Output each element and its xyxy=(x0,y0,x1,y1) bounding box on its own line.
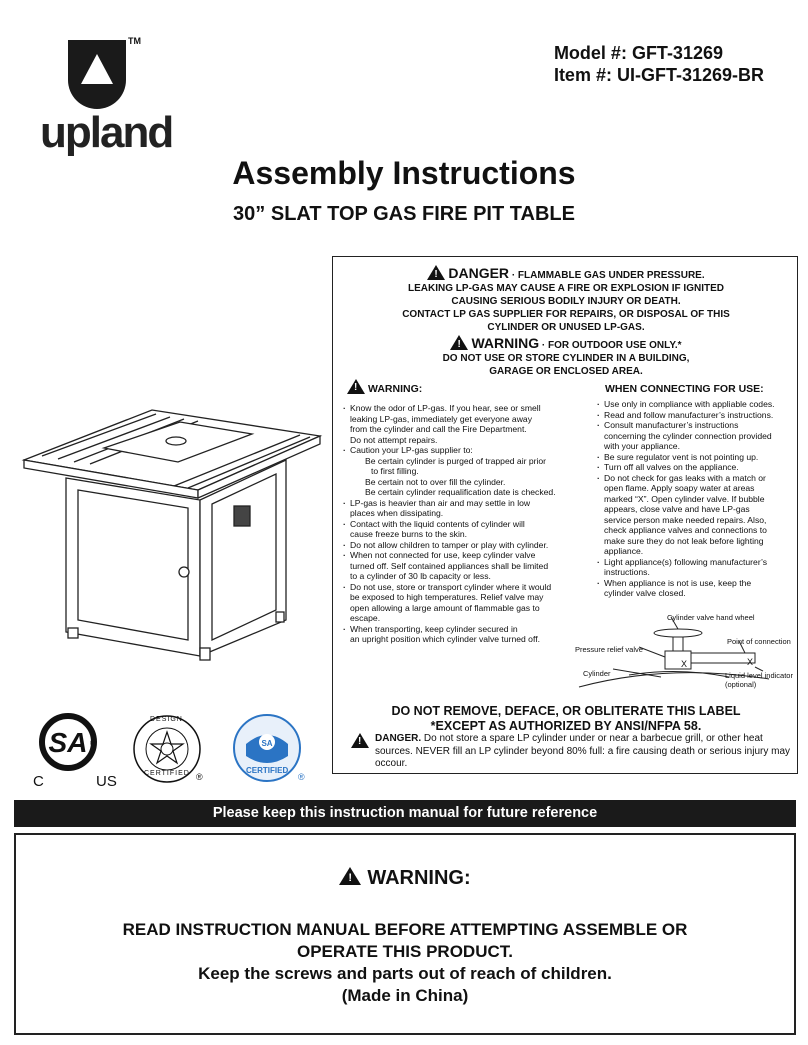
design-seal-bottom-text: CERTIFIED xyxy=(144,770,190,777)
list-item: Do not attempt repairs. xyxy=(350,434,438,445)
list-item: · Consult manufacturer’s instructions xyxy=(597,420,797,431)
warning-line: GARAGE OR ENCLOSED AREA. xyxy=(489,366,643,377)
list-item: · When not connected for use, keep cylinder valve xyxy=(343,550,593,561)
list-item: instructions. xyxy=(604,567,650,577)
list-item: · Do not use, store or transport cylinder where it would xyxy=(343,582,593,593)
list-item: service person make needed repairs. Also, xyxy=(604,514,767,525)
warning-triangle-icon xyxy=(347,379,365,394)
warning-box-line: (Made in China) xyxy=(341,986,469,1005)
warning-triangle-icon xyxy=(450,335,468,350)
warning-box-title-text: WARNING: xyxy=(367,867,471,889)
warning-box-title xyxy=(16,867,794,890)
csa-us-mark: US xyxy=(96,773,117,790)
footer-danger-text: Do not store a spare LP cylinder under or near a barbecue grill, or other heat sources. NEVER fill an LP cylinder beyond 80% full: a fire causing death or serious injury may occour. xyxy=(375,733,791,769)
registered-mark: ® xyxy=(90,738,97,748)
list-item: from the cylinder and call the Fire Department. xyxy=(350,424,527,434)
danger-line: CAUSING SERIOUS BODILY INJURY OR DEATH. xyxy=(451,296,681,307)
list-item: turned off. Self contained appliances shall be limited xyxy=(350,560,549,571)
danger-heading: DANGER xyxy=(448,265,510,281)
list-item: be exposed to high temperatures. Relief valve may xyxy=(350,592,544,602)
list-item: places when dissipating. xyxy=(350,508,444,518)
product-subtitle: 30” SLAT TOP GAS FIRE PIT TABLE xyxy=(233,203,575,225)
label-footer-line-1: DO NOT REMOVE, DEFACE, OR OBLITERATE THIS LABEL xyxy=(391,704,741,718)
warning-section xyxy=(333,335,799,378)
blue-seal-text: CERTIFIED xyxy=(246,766,289,775)
list-item: · Do not allow children to tamper or play with cylinder. xyxy=(343,540,593,551)
svg-text:SA: SA xyxy=(261,739,273,748)
diagram-label-cylinder: Cylinder xyxy=(583,669,611,678)
model-number: Model #: GFT-31269 xyxy=(553,43,723,63)
list-item: · Caution your LP-gas supplier to: xyxy=(343,445,593,456)
list-item: · Do not check for gas leaks with a match or xyxy=(597,473,797,484)
left-warning-list xyxy=(343,403,593,645)
item-number: Item #: UI-GFT-31269-BR xyxy=(553,65,764,85)
spare-cylinder-danger xyxy=(375,733,791,771)
list-item: marked “X”. Open cylinder valve. If bubble xyxy=(604,493,765,504)
warning-box-lines xyxy=(16,919,794,1007)
danger-section xyxy=(333,265,799,334)
list-item: · Contact with the liquid contents of cylinder will xyxy=(343,519,593,530)
warning-box-line: READ INSTRUCTION MANUAL BEFORE ATTEMPTING ASSEMBLE OR xyxy=(122,920,688,939)
danger-line: CONTACT LP GAS SUPPLIER FOR REPAIRS, OR DISPOSAL OF THIS xyxy=(402,309,730,320)
right-connection-list xyxy=(597,399,797,599)
list-item: · Know the odor of LP-gas. If you hear, see or smell xyxy=(343,403,593,414)
list-item: · LP-gas is heavier than air and may settle in low xyxy=(343,498,593,509)
danger-warning-icon xyxy=(427,265,445,280)
upland-logo-mark xyxy=(68,40,126,110)
danger-subheading: · FLAMMABLE GAS UNDER PRESSURE. xyxy=(509,270,705,281)
warning-box-line: OPERATE THIS PRODUCT. xyxy=(297,942,513,961)
list-item: cylinder valve closed. xyxy=(604,588,686,598)
list-item: concerning the cylinder connection provided xyxy=(604,430,772,441)
list-item: to first filling. xyxy=(371,466,419,476)
list-item: · Be sure regulator vent is not pointing up. xyxy=(597,452,797,463)
list-item: · Turn off all valves on the appliance. xyxy=(597,462,797,473)
diagram-label-connection: Point of connection xyxy=(727,637,791,646)
list-item: leaking LP-gas, immediately get everyone away xyxy=(350,413,532,424)
fire-pit-table-illustration xyxy=(20,400,326,665)
lp-gas-warning-label xyxy=(332,256,798,774)
brand-name: upland xyxy=(40,108,173,157)
diagram-label-hand-wheel: Cylinder valve hand wheel xyxy=(667,613,755,622)
warning-heading: WARNING xyxy=(471,335,540,351)
list-item: escape. xyxy=(350,613,381,623)
label-footer-line-2: *EXCEPT AS AUTHORIZED BY ANSI/NFPA 58. xyxy=(430,719,702,733)
trademark-symbol: TM xyxy=(128,36,141,46)
danger-line: LEAKING LP-GAS MAY CAUSE A FIRE OR EXPLOSION IF IGNITED xyxy=(408,283,724,294)
list-item: with your appliance. xyxy=(604,441,680,451)
list-item: · Use only in compliance with appliable codes. xyxy=(597,399,797,410)
diagram-label-relief-valve: Pressure relief valve xyxy=(575,645,643,654)
list-item: appears, close valve and have LP-gas xyxy=(604,504,750,514)
list-item: appliance. xyxy=(604,546,644,556)
registered-mark: ® xyxy=(298,772,305,782)
svg-text:X: X xyxy=(747,657,754,667)
right-column-heading: WHEN CONNECTING FOR USE: xyxy=(605,383,764,395)
list-item: check appliance valves and connections to xyxy=(604,525,767,535)
list-item: to a cylinder of 30 lb capacity or less. xyxy=(350,571,491,581)
list-item: Be certain not to over fill the cylinder. xyxy=(365,476,506,487)
keep-manual-banner: Please keep this instruction manual for future reference xyxy=(14,800,796,827)
list-item: Be certain cylinder is purged of trapped air prior xyxy=(365,455,547,466)
list-item: an upright position which cylinder valve turned off. xyxy=(350,634,540,644)
list-item: · Read and follow manufacturer’s instructions. xyxy=(597,410,797,421)
list-item: cause freeze burns to the skin. xyxy=(350,529,468,539)
list-item: Be certain cylinder requalification date is checked. xyxy=(365,487,556,497)
list-item: · Light appliance(s) following manufacturer’s xyxy=(597,557,797,568)
svg-text:SA: SA xyxy=(48,727,88,758)
left-column-heading xyxy=(347,379,422,395)
left-heading-text: WARNING: xyxy=(368,383,423,395)
page-title: Assembly Instructions xyxy=(232,155,576,191)
registered-mark: ® xyxy=(196,772,203,782)
warning-triangle-icon xyxy=(339,867,361,885)
footer-danger-heading: DANGER. xyxy=(375,733,422,744)
diagram-label-liquid-level xyxy=(725,671,793,689)
warning-line: DO NOT USE OR STORE CYLINDER IN A BUILDING, xyxy=(442,353,690,364)
warning-box-line: Keep the screws and parts out of reach of children. xyxy=(198,964,612,983)
liquid-level-text: Liquid level indicator xyxy=(725,671,793,680)
list-item: · When appliance is not is use, keep the xyxy=(597,578,797,589)
csa-c-mark: C xyxy=(33,773,44,790)
design-seal-top-text: DESIGN xyxy=(150,716,183,723)
list-item: make sure they do not leak before lighting xyxy=(604,535,764,546)
danger-line: CYLINDER OR UNUSED LP-GAS. xyxy=(487,322,645,333)
svg-text:X: X xyxy=(681,659,688,669)
warning-subheading: · FOR OUTDOOR USE ONLY.* xyxy=(539,340,682,351)
list-item: open flame. Apply soapy water at areas xyxy=(604,483,755,493)
danger-warning-icon xyxy=(351,733,369,748)
optional-text: (optional) xyxy=(725,680,757,689)
model-info xyxy=(554,42,764,86)
list-item: · When transporting, keep cylinder secured in xyxy=(343,624,593,635)
read-manual-warning-box xyxy=(14,833,796,1035)
list-item: open allowing a large amount of flammable gas to xyxy=(350,602,540,613)
